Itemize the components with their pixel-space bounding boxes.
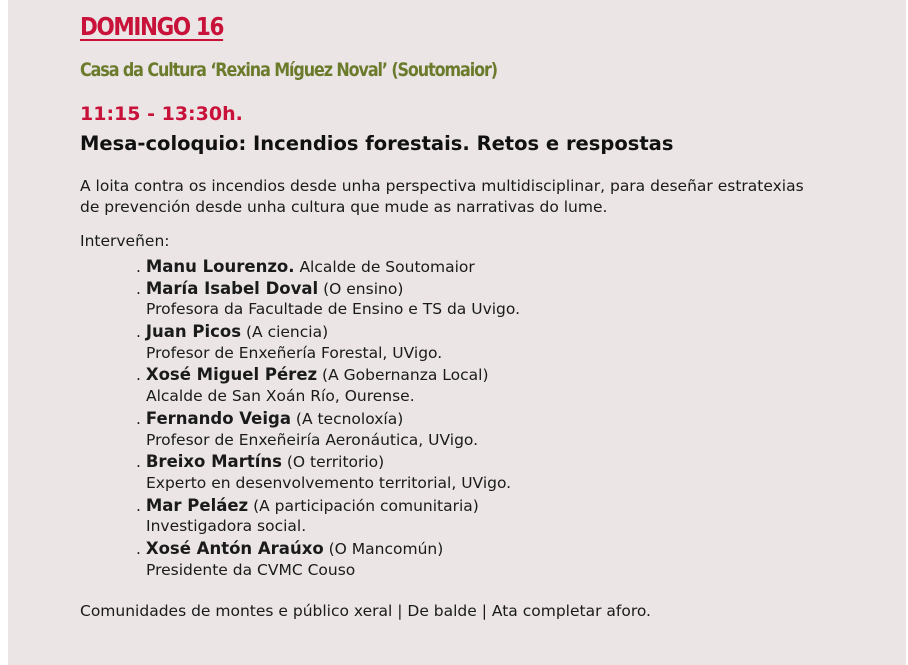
participants-label: Interveñen: xyxy=(80,232,170,250)
speaker-name: Fernando Veiga xyxy=(145,408,291,428)
bullet: . xyxy=(136,496,146,515)
speaker-role: (O territorio) xyxy=(281,453,385,472)
speaker-name: Breixo Martíns xyxy=(145,452,282,472)
description-line: A loita contra os incendios desde unha perspectiva multidisciplinar, para deseñar estratexias xyxy=(80,177,804,195)
speaker-name: Xosé Miguel Pérez xyxy=(145,365,318,385)
speaker-detail: Profesor de Enxeñeiría Aeronáutica, UVigo. xyxy=(146,430,479,449)
speaker-item xyxy=(136,408,520,451)
venue-heading: Casa da Cultura ‘Rexina Míguez Noval’ (Soutomaior) xyxy=(80,59,497,81)
speaker-item xyxy=(136,278,520,321)
bullet: . xyxy=(136,409,146,428)
speaker-role: (A tecnoloxía) xyxy=(290,409,404,428)
speaker-detail: Presidente da CVMC Couso xyxy=(146,560,356,579)
speaker-item xyxy=(136,451,520,494)
speaker-role: (A ciencia) xyxy=(241,323,329,342)
speaker-name: Manu Lourenzo. xyxy=(145,257,295,276)
speaker-item xyxy=(136,321,520,364)
speaker-detail: Investigadora social. xyxy=(146,517,307,536)
bullet: . xyxy=(136,258,146,276)
speaker-detail: Profesora da Facultade de Ensino e TS da Uvigo. xyxy=(146,300,521,319)
speaker-detail: Profesor de Enxeñería Forestal, UVigo. xyxy=(146,343,443,362)
speaker-name: Mar Peláez xyxy=(145,495,249,515)
speaker-item xyxy=(136,364,520,407)
session-title: Mesa-coloquio: Incendios forestais. Retos e respostas xyxy=(80,132,674,155)
speaker-detail: Alcalde de San Xoán Río, Ourense. xyxy=(146,387,415,406)
speaker-name: Juan Picos xyxy=(145,322,242,342)
speaker-list xyxy=(136,256,520,581)
session-time: 11:15 - 13:30h. xyxy=(80,103,243,125)
audience-info: Comunidades de montes e público xeral | De balde | Ata completar aforo. xyxy=(80,602,651,620)
session-description xyxy=(80,176,804,218)
speaker-name: Xosé Antón Araúxo xyxy=(145,538,324,558)
description-line: de prevención desde unha cultura que mude as narrativas do lume. xyxy=(80,198,608,216)
event-card xyxy=(8,0,906,665)
speaker-role: (A Gobernanza Local) xyxy=(317,366,489,385)
bullet: . xyxy=(136,539,146,558)
speaker-detail: Experto en desenvolvemento territorial, UVigo. xyxy=(146,473,512,492)
bullet: . xyxy=(136,279,146,298)
day-heading: DOMINGO 16 xyxy=(80,12,224,41)
speaker-role: (O ensino) xyxy=(318,279,404,298)
bullet: . xyxy=(136,323,146,342)
speaker-item xyxy=(136,256,520,278)
speaker-name: María Isabel Doval xyxy=(145,278,319,298)
speaker-role: (O Mancomún) xyxy=(323,539,444,558)
speaker-role: (A participación comunitaria) xyxy=(248,496,479,515)
bullet: . xyxy=(136,453,146,472)
bullet: . xyxy=(136,366,146,385)
speaker-role: Alcalde de Soutomaior xyxy=(294,258,475,276)
speaker-item xyxy=(136,538,520,581)
speaker-item xyxy=(136,495,520,538)
